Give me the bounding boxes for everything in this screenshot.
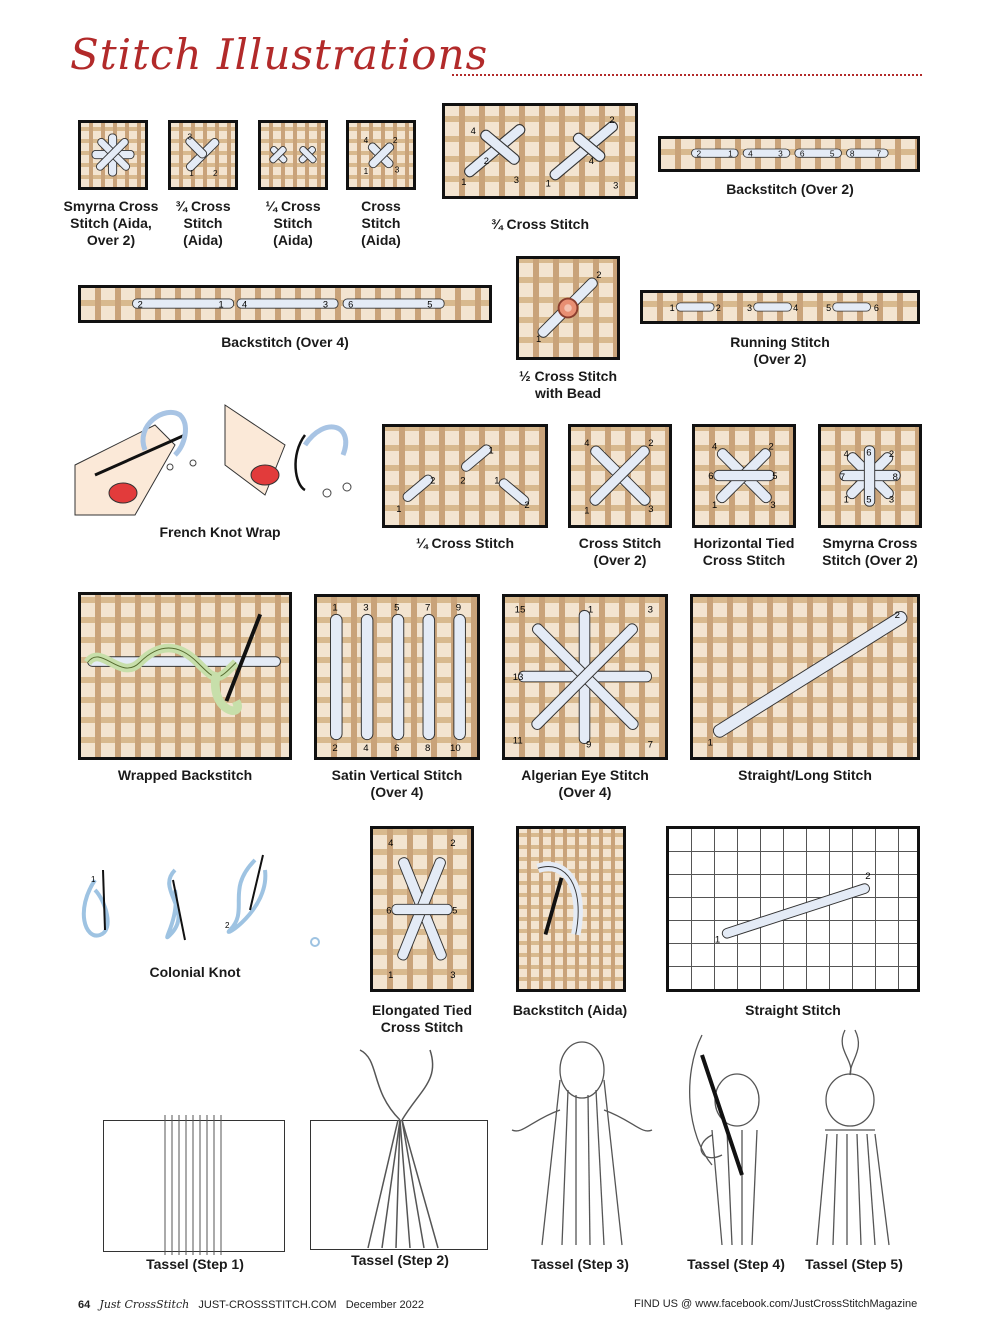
- num: 8: [849, 148, 855, 159]
- svg-text:11: 11: [512, 735, 523, 747]
- svg-text:1: 1: [388, 968, 394, 980]
- magazine-name: Just CrossStitch: [99, 1298, 190, 1311]
- num: 1: [218, 299, 224, 310]
- caption-horizontal-tied: Horizontal Tied Cross Stitch: [693, 535, 795, 568]
- elongated-tied-cross-diagram: [370, 826, 474, 992]
- caption-backstitch-over2: Backstitch (Over 2): [726, 181, 854, 197]
- num: 4: [242, 299, 248, 310]
- svg-text:5: 5: [452, 904, 458, 916]
- svg-text:2: 2: [213, 169, 218, 179]
- svg-text:5: 5: [866, 493, 872, 505]
- svg-text:1: 1: [545, 178, 551, 189]
- svg-text:1: 1: [396, 502, 402, 514]
- caption-tassel3: Tassel (Step 3): [531, 1256, 629, 1272]
- caption-three-quarter-cross: ¾ Cross Stitch: [490, 216, 590, 232]
- backstitch-over4-diagram: [78, 285, 492, 323]
- num: 3: [363, 602, 369, 614]
- num: 5: [394, 602, 400, 614]
- caption-half-cross-bead: ½ Cross Stitch with Bead: [518, 368, 618, 401]
- issue-date: December 2022: [345, 1299, 424, 1311]
- page-number: 64: [78, 1299, 91, 1311]
- num: 6: [348, 299, 354, 310]
- svg-text:1: 1: [584, 504, 590, 516]
- svg-text:1: 1: [707, 737, 714, 749]
- svg-text:1: 1: [189, 169, 194, 179]
- colonial-knot-illustration: [75, 850, 325, 950]
- caption-quarter-aida: ¼ Cross Stitch (Aida): [265, 198, 321, 248]
- num: 5: [826, 303, 832, 314]
- tassel-step3-illustration: [512, 1040, 652, 1250]
- caption-straight-stitch: Straight Stitch: [745, 1002, 841, 1018]
- svg-text:2: 2: [524, 499, 530, 511]
- num: 4: [748, 148, 753, 159]
- caption-wrapped-backstitch: Wrapped Backstitch: [117, 767, 253, 783]
- svg-text:4: 4: [470, 126, 476, 137]
- num: 3: [747, 303, 753, 314]
- svg-text:6: 6: [708, 469, 714, 481]
- num: 7: [876, 148, 882, 159]
- svg-text:5: 5: [772, 469, 778, 481]
- smyrna-over2-diagram: [818, 424, 922, 528]
- num: 8: [424, 743, 431, 755]
- svg-text:2: 2: [648, 436, 654, 448]
- caption-backstitch-aida: Backstitch (Aida): [512, 1002, 628, 1018]
- smyrna-aida-diagram: [78, 120, 148, 190]
- caption-elongated-tied: Elongated Tied Cross Stitch: [371, 1002, 473, 1035]
- quarter-aida-diagram: [258, 120, 328, 190]
- svg-text:2: 2: [596, 268, 602, 280]
- svg-text:4: 4: [388, 836, 394, 848]
- tassel-step2-illustration: [340, 1050, 460, 1250]
- num: 1: [332, 602, 338, 614]
- svg-text:2: 2: [392, 136, 398, 146]
- svg-text:1: 1: [91, 875, 96, 884]
- caption-satin-vertical: Satin Vertical Stitch (Over 4): [331, 767, 463, 800]
- svg-text:1: 1: [711, 499, 718, 511]
- satin-vertical-diagram: [314, 594, 480, 760]
- svg-text:2: 2: [609, 114, 615, 125]
- caption-tassel1: Tassel (Step 1): [146, 1256, 244, 1272]
- french-knot-wrap-illustration: [75, 405, 375, 515]
- caption-backstitch-over4: Backstitch (Over 4): [221, 334, 349, 350]
- num: 1: [669, 303, 675, 314]
- svg-text:2: 2: [865, 871, 871, 883]
- straight-long-diagram: [690, 594, 920, 760]
- title-divider: [452, 74, 922, 76]
- svg-text:9: 9: [585, 739, 592, 751]
- svg-text:6: 6: [386, 904, 392, 916]
- caption-tassel5: Tassel (Step 5): [805, 1256, 903, 1272]
- svg-text:2: 2: [483, 156, 489, 167]
- num: 2: [332, 743, 338, 755]
- num: 7: [424, 602, 431, 614]
- three-quarter-cross-diagram: [442, 103, 638, 199]
- half-cross-bead-diagram: [516, 256, 620, 360]
- num: 9: [455, 602, 462, 614]
- svg-text:1: 1: [494, 474, 500, 486]
- num: 6: [394, 743, 400, 755]
- num: 5: [829, 148, 835, 159]
- svg-text:1: 1: [843, 493, 849, 505]
- svg-text:4: 4: [584, 436, 590, 448]
- caption-quarter-cross: ¼ Cross Stitch: [415, 535, 515, 551]
- svg-text:3: 3: [187, 132, 193, 142]
- svg-text:1: 1: [461, 176, 467, 187]
- svg-text:3: 3: [394, 165, 400, 175]
- backstitch-over2-diagram: [658, 136, 920, 172]
- svg-text:2: 2: [460, 474, 466, 486]
- caption-colonial-knot: Colonial Knot: [149, 964, 241, 980]
- svg-text:2: 2: [768, 440, 774, 452]
- svg-text:3: 3: [450, 968, 456, 980]
- caption-algerian-eye: Algerian Eye Stitch (Over 4): [521, 767, 649, 800]
- num: 4: [363, 743, 369, 755]
- num: 6: [799, 148, 805, 159]
- algerian-eye-diagram: [502, 594, 668, 760]
- svg-text:7: 7: [839, 470, 846, 482]
- svg-text:6: 6: [866, 446, 872, 458]
- svg-text:3: 3: [647, 604, 654, 616]
- svg-text:2: 2: [894, 610, 900, 622]
- svg-text:2: 2: [888, 448, 895, 460]
- caption-tassel2: Tassel (Step 2): [351, 1252, 449, 1268]
- num: 2: [715, 303, 721, 314]
- num: 1: [728, 148, 733, 159]
- svg-text:3: 3: [770, 499, 776, 511]
- backstitch-aida-diagram: [516, 826, 626, 992]
- num: 3: [322, 299, 329, 310]
- three-quarter-aida-diagram: [168, 120, 238, 190]
- tassel-step5-illustration: [805, 1030, 895, 1250]
- svg-text:3: 3: [613, 180, 619, 191]
- svg-text:4: 4: [588, 156, 594, 167]
- caption-straight-long: Straight/Long Stitch: [738, 767, 872, 783]
- caption-three-quarter-aida: ¾ Cross Stitch (Aida): [175, 198, 231, 248]
- tassel-step1-illustration: [160, 1115, 230, 1255]
- num: 3: [778, 148, 783, 159]
- svg-text:4: 4: [363, 136, 369, 146]
- svg-text:1: 1: [363, 167, 369, 177]
- svg-text:3: 3: [888, 493, 895, 505]
- caption-cross-aida: Cross Stitch (Aida): [361, 198, 401, 248]
- straight-stitch-diagram: [666, 826, 920, 992]
- cross-aida-diagram: [346, 120, 416, 190]
- svg-text:1: 1: [535, 332, 542, 344]
- svg-text:2: 2: [430, 474, 436, 486]
- caption-smyrna-aida: Smyrna Cross Stitch (Aida, Over 2): [63, 198, 159, 248]
- svg-text:1: 1: [714, 934, 721, 946]
- num: 4: [793, 303, 799, 314]
- caption-cross-over2: Cross Stitch (Over 2): [578, 535, 662, 568]
- tassel-step4-illustration: [682, 1035, 792, 1250]
- svg-text:15: 15: [514, 604, 526, 616]
- horizontal-tied-cross-diagram: [692, 424, 796, 528]
- website-link[interactable]: JUST-CROSSSTITCH.COM: [198, 1299, 337, 1311]
- caption-french-knot: French Knot Wrap: [159, 524, 281, 540]
- svg-text:2: 2: [225, 921, 230, 930]
- num: 6: [873, 303, 879, 314]
- wrapped-backstitch-diagram: [78, 592, 292, 760]
- num: 2: [137, 299, 143, 310]
- svg-text:8: 8: [892, 470, 898, 482]
- running-stitch-diagram: [640, 290, 920, 324]
- svg-text:13: 13: [512, 671, 524, 683]
- quarter-cross-diagram: [382, 424, 548, 528]
- caption-running-stitch: Running Stitch (Over 2): [730, 334, 830, 367]
- svg-text:4: 4: [711, 440, 718, 452]
- caption-tassel4: Tassel (Step 4): [687, 1256, 785, 1272]
- svg-text:4: 4: [843, 448, 849, 460]
- svg-text:3: 3: [648, 502, 654, 514]
- svg-text:1: 1: [488, 444, 494, 456]
- svg-text:7: 7: [647, 739, 654, 751]
- svg-text:1: 1: [587, 604, 594, 616]
- num: 2: [696, 148, 702, 159]
- svg-text:3: 3: [513, 174, 519, 185]
- page-title: Stitch Illustrations: [70, 30, 489, 79]
- footer-left: [78, 1298, 424, 1311]
- caption-smyrna-over2: Smyrna Cross Stitch (Over 2): [822, 535, 918, 568]
- social-link[interactable]: FIND US @ www.facebook.com/JustCrossStitchMagazine: [634, 1298, 918, 1310]
- num: 5: [427, 299, 433, 310]
- num: 10: [450, 743, 461, 755]
- svg-text:2: 2: [450, 836, 456, 848]
- cross-over2-diagram: [568, 424, 672, 528]
